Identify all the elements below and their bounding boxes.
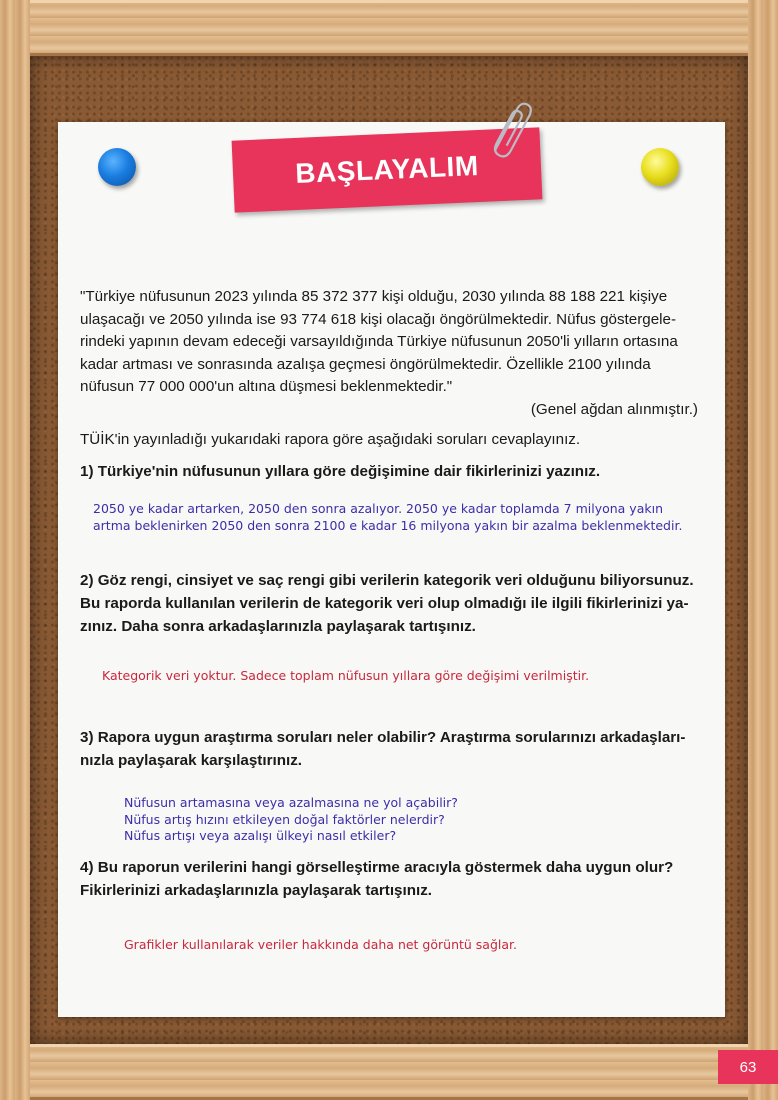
- frame-left: [0, 0, 30, 1100]
- quote-source: (Genel ağdan alınmıştır.): [530, 401, 698, 418]
- answer-line: Grafikler kullanılarak veriler hakkında daha net görüntü sağlar.: [124, 937, 517, 952]
- quote-line: "Türkiye nüfusunun 2023 yılında 85 372 377 kişi olduğu, 2030 yılında 88 188 221 kişiye: [80, 288, 668, 305]
- frame-right: [748, 0, 778, 1100]
- instruction-text: TÜİK'in yayınladığı yukarıdaki rapora göre aşağıdaki soruları cevaplayınız.: [80, 431, 581, 448]
- frame-bottom: [0, 1044, 778, 1100]
- quote-line: kadar artması ve sonrasında azalışa geçmesi öngörülmektedir. Özellikle 2100 yılında: [80, 355, 651, 373]
- yellow-pushpin-icon: [641, 148, 679, 186]
- question-line: 4) Bu raporun verilerini hangi görselleştirme aracıyla göstermek daha uygun olur?: [80, 859, 674, 876]
- question-line: 3) Rapora uygun araştırma soruları neler olabilir? Araştırma sorularınızı arkadaşları-: [80, 729, 686, 746]
- question-line: Bu raporda kullanılan verilerin de kategorik veri olup olmadığı ile ilgili fikirlerinizi ya-: [80, 594, 689, 612]
- question-2: [80, 570, 698, 638]
- answer-3: [124, 795, 624, 845]
- page-number: 63: [718, 1050, 778, 1084]
- quote-line: ulaşacağı ve 2050 yılında ise 93 774 618 kişi olacağı öngörülmektedir. Nüfus göstergele-: [80, 310, 677, 328]
- quote-line: nüfusun 77 000 000'un altına düşmesi beklenmektedir.": [80, 378, 453, 395]
- question-line: 2) Göz rengi, cinsiyet ve saç rengi gibi verilerin kategorik veri olduğunu biliyorsunuz.: [80, 572, 694, 589]
- question-4: [80, 857, 698, 903]
- answer-line: Nüfus artış hızını etkileyen doğal faktörler nelerdir?: [124, 811, 445, 827]
- answer-line: Nüfus artışı veya azalışı ülkeyi nasıl etkiler?: [124, 828, 397, 843]
- report-quote: [80, 286, 698, 399]
- question-line: zınız. Daha sonra arkadaşlarınızla paylaşarak tartışınız.: [80, 617, 476, 635]
- quote-line: rindeki yapının devam edeceği varsayıldığında Türkiye nüfusunun 2050'li yılların ortasına: [80, 333, 678, 350]
- question-line: 1) Türkiye'nin nüfusunun yıllara göre değişimine dair fikirlerinizi yazınız.: [80, 463, 601, 480]
- answer-line: Nüfusun artamasına veya azalmasına ne yol açabilir?: [124, 795, 458, 810]
- question-3: [80, 727, 698, 773]
- banner-title: BAŞLAYALIM: [294, 150, 480, 189]
- question-line: Fikirlerinizi arkadaşlarınızla paylaşarak tartışınız.: [80, 881, 433, 899]
- answer-2: [102, 668, 702, 685]
- question-1: [80, 461, 698, 484]
- question-line: nızla paylaşarak karşılaştırınız.: [80, 751, 303, 769]
- answer-1: [93, 501, 693, 534]
- answer-line: 2050 ye kadar artarken, 2050 den sonra azalıyor. 2050 ye kadar toplamda 7 milyona yakın: [93, 501, 663, 516]
- blue-pushpin-icon: [98, 148, 136, 186]
- answer-4: [124, 937, 624, 954]
- answer-line: Kategorik veri yoktur. Sadece toplam nüfusun yıllara göre değişimi verilmiştir.: [102, 668, 590, 683]
- frame-top: [0, 0, 778, 56]
- answer-line: artma beklenirken 2050 den sonra 2100 e kadar 16 milyona yakın bir azalma beklenmektedir.: [93, 517, 683, 533]
